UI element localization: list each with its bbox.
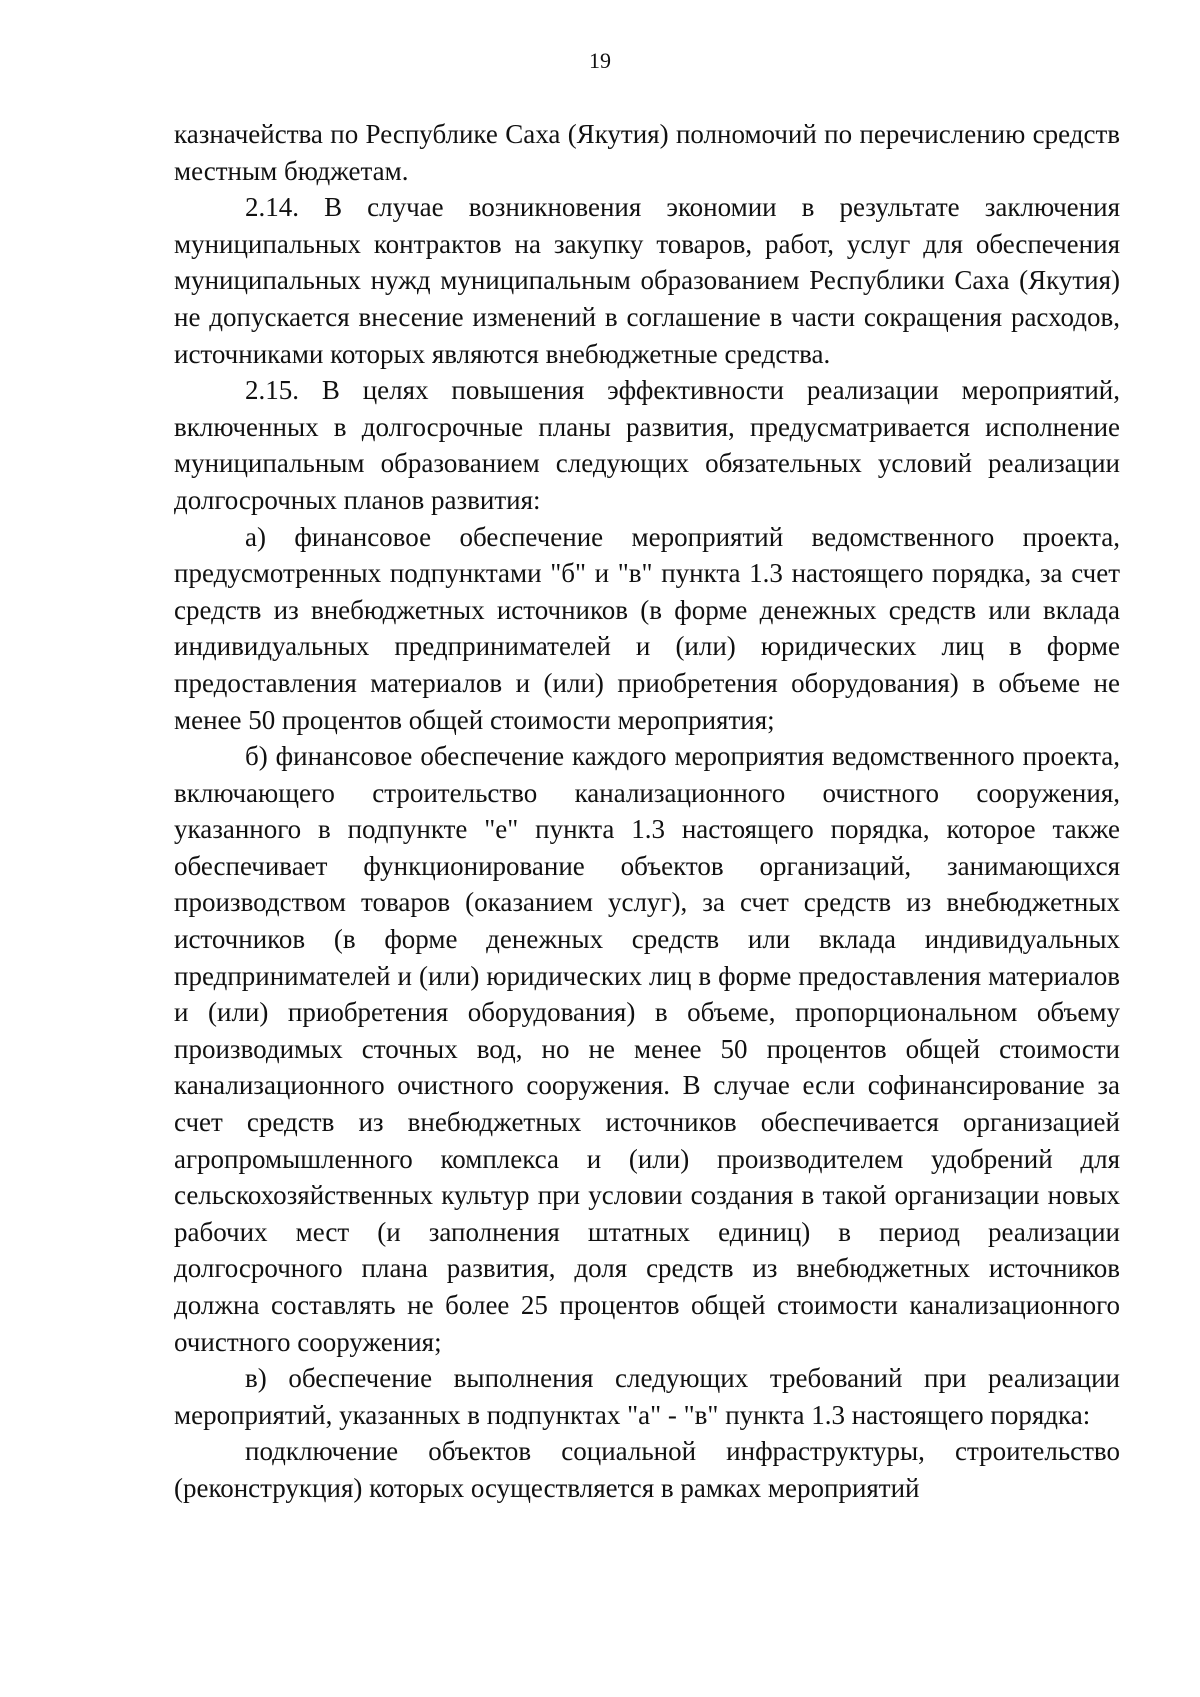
paragraph-treasury-continuation: казначейства по Республике Саха (Якутия) полномочий по перечислению средств местным бюджетам. <box>174 119 1120 186</box>
paragraph-subitem-v: в) обеспечение выполнения следующих требований при реализации мероприятий, указанных в подпунктах "а" - "в" пункта 1.3 настоящего порядка: <box>174 1363 1120 1430</box>
paragraph-2-15: 2.15. В целях повышения эффективности реализации мероприятий, включенных в долгосрочные планы развития, предусматривается исполнение муниципальным образованием следующих обязательных условий реализации долгосрочных планов развития: <box>174 375 1120 515</box>
paragraph-connection-requirements: подключение объектов социальной инфраструктуры, строительство (реконструкция) которых осуществляется в рамках мероприятий <box>174 1436 1120 1503</box>
paragraph-2-14: 2.14. В случае возникновения экономии в результате заключения муниципальных контрактов на закупку товаров, работ, услуг для обеспечения муниципальных нужд муниципальным образованием Республики Саха (Якутия) не допускается внесение изменений в соглашение в части сокращения расходов, источниками которых являются внебюджетные средства. <box>174 192 1120 369</box>
page-number: 19 <box>589 48 611 73</box>
paragraph-subitem-a: а) финансовое обеспечение мероприятий ведомственного проекта, предусмотренных подпунктами "б" и "в" пункта 1.3 настоящего порядка, за счет средств из внебюджетных источников (в форме денежных средств или вклада индивидуальных предпринимателей и (или) юридических лиц в форме предоставления материалов и (или) приобретения оборудования) в объеме не менее 50 процентов общей стоимости мероприятия; <box>174 521 1120 735</box>
document-body <box>174 116 1120 1507</box>
paragraph-subitem-b: б) финансовое обеспечение каждого мероприятия ведомственного проекта, включающего строительство канализационного очистного сооружения, указанного в подпункте "е" пункта 1.3 настоящего порядка, которое также обеспечивает функционирование объектов организаций, занимающихся производством товаров (оказанием услуг), за счет средств из внебюджетных источников (в форме денежных средств или вклада индивидуальных предпринимателей и (или) юридических лиц в форме предоставления материалов и (или) приобретения оборудования) в объеме, пропорциональном объему производимых сточных вод, но не менее 50 процентов общей стоимости канализационного очистного сооружения. В случае если софинансирование за счет средств из внебюджетных источников обеспечивается организацией агропромышленного комплекса и (или) производителем удобрений для сельскохозяйственных культур при условии создания в такой организации новых рабочих мест (и заполнения штатных единиц) в период реализации долгосрочного плана развития, доля средств из внебюджетных источников должна составлять не более 25 процентов общей стоимости канализационного очистного сооружения; <box>174 741 1120 1357</box>
